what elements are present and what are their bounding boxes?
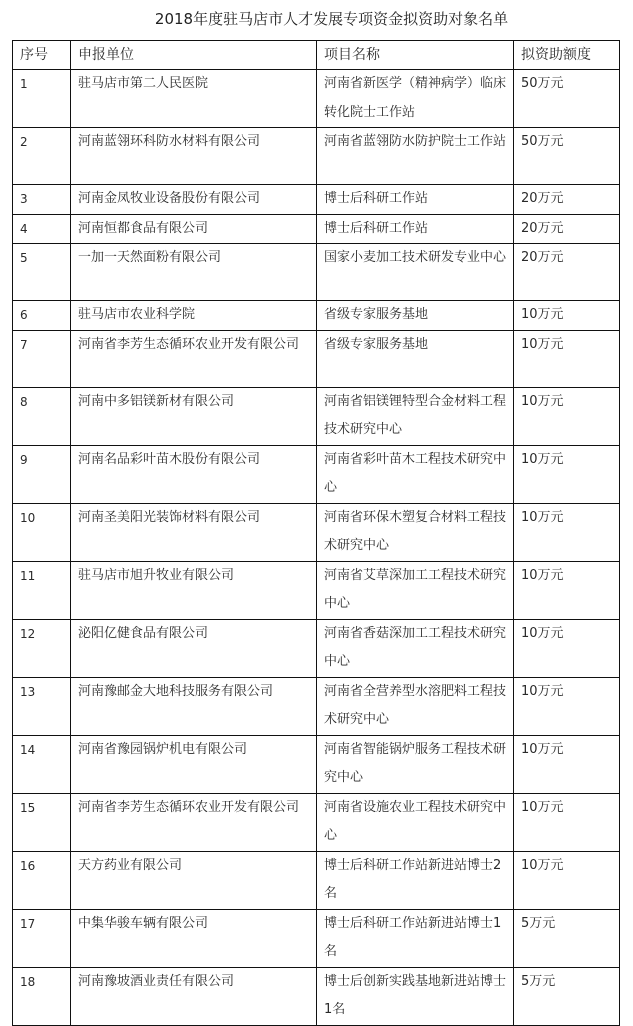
cell-no: 9 [13,445,71,503]
cell-project: 博士后创新实践基地新进站博士1名 [317,967,514,1025]
table-row [13,330,620,387]
cell-unit: 河南恒都食品有限公司 [71,214,317,244]
table-row [13,561,620,619]
funding-table [12,40,620,1026]
header-project: 项目名称 [317,41,514,70]
table-row [13,793,620,851]
header-unit: 申报单位 [71,41,317,70]
cell-amount: 10万元 [514,561,620,619]
cell-amount: 10万元 [514,503,620,561]
cell-no: 10 [13,503,71,561]
cell-project: 河南省蓝翎防水防护院士工作站 [317,128,514,185]
cell-amount: 10万元 [514,301,620,331]
cell-amount: 10万元 [514,445,620,503]
cell-unit: 河南省李芳生态循环农业开发有限公司 [71,793,317,851]
table-row [13,967,620,1025]
header-no: 序号 [13,41,71,70]
table-row [13,445,620,503]
cell-project: 省级专家服务基地 [317,301,514,331]
cell-amount: 20万元 [514,214,620,244]
cell-no: 15 [13,793,71,851]
cell-project: 河南省香菇深加工工程技术研究中心 [317,619,514,677]
cell-unit: 河南省李芳生态循环农业开发有限公司 [71,330,317,387]
cell-project: 河南省全营养型水溶肥料工程技术研究中心 [317,677,514,735]
cell-amount: 10万元 [514,330,620,387]
cell-no: 16 [13,851,71,909]
cell-unit: 中集华骏车辆有限公司 [71,909,317,967]
cell-project: 河南省智能锅炉服务工程技术研究中心 [317,735,514,793]
header-amount: 拟资助额度 [514,41,620,70]
cell-unit: 河南蓝翎环科防水材料有限公司 [71,128,317,185]
cell-unit: 河南省豫园锅炉机电有限公司 [71,735,317,793]
cell-project: 河南省设施农业工程技术研究中心 [317,793,514,851]
table-row [13,503,620,561]
cell-project: 河南省艾草深加工工程技术研究中心 [317,561,514,619]
cell-no: 11 [13,561,71,619]
cell-amount: 5万元 [514,967,620,1025]
table-row [13,214,620,244]
cell-no: 12 [13,619,71,677]
cell-no: 5 [13,244,71,301]
cell-no: 17 [13,909,71,967]
cell-project: 博士后科研工作站 [317,214,514,244]
cell-project: 博士后科研工作站新进站博士1名 [317,909,514,967]
cell-project: 河南省新医学（精神病学）临床转化院士工作站 [317,70,514,128]
cell-unit: 泌阳亿健食品有限公司 [71,619,317,677]
cell-amount: 50万元 [514,70,620,128]
table-row [13,735,620,793]
cell-unit: 河南豫坡酒业责任有限公司 [71,967,317,1025]
cell-project: 博士后科研工作站新进站博士2名 [317,851,514,909]
table-row [13,301,620,331]
cell-no: 3 [13,185,71,215]
cell-no: 1 [13,70,71,128]
cell-project: 河南省环保木塑复合材料工程技术研究中心 [317,503,514,561]
cell-amount: 10万元 [514,793,620,851]
cell-unit: 河南圣美阳光装饰材料有限公司 [71,503,317,561]
cell-no: 14 [13,735,71,793]
cell-project: 省级专家服务基地 [317,330,514,387]
cell-amount: 10万元 [514,735,620,793]
table-row [13,619,620,677]
document-title: 2018年度驻马店市人才发展专项资金拟资助对象名单 [154,10,509,28]
cell-amount: 10万元 [514,677,620,735]
table-row [13,909,620,967]
cell-amount: 20万元 [514,185,620,215]
cell-unit: 河南中多铝镁新材有限公司 [71,387,317,445]
cell-project: 博士后科研工作站 [317,185,514,215]
cell-unit: 河南金凤牧业设备股份有限公司 [71,185,317,215]
cell-unit: 驻马店市第二人民医院 [71,70,317,128]
cell-amount: 10万元 [514,619,620,677]
table-row [13,70,620,128]
cell-amount: 20万元 [514,244,620,301]
table-row [13,677,620,735]
cell-unit: 驻马店市农业科学院 [71,301,317,331]
cell-no: 13 [13,677,71,735]
table-row [13,851,620,909]
table-row [13,387,620,445]
cell-amount: 10万元 [514,387,620,445]
cell-amount: 10万元 [514,851,620,909]
cell-no: 18 [13,967,71,1025]
cell-no: 4 [13,214,71,244]
cell-no: 6 [13,301,71,331]
cell-no: 7 [13,330,71,387]
table-row [13,128,620,185]
cell-amount: 50万元 [514,128,620,185]
cell-unit: 一加一天然面粉有限公司 [71,244,317,301]
cell-amount: 5万元 [514,909,620,967]
cell-no: 8 [13,387,71,445]
table-row [13,244,620,301]
table-row [13,185,620,215]
cell-project: 河南省彩叶苗木工程技术研究中心 [317,445,514,503]
cell-no: 2 [13,128,71,185]
cell-project: 河南省铝镁锂特型合金材料工程技术研究中心 [317,387,514,445]
cell-unit: 河南名品彩叶苗木股份有限公司 [71,445,317,503]
cell-unit: 河南豫邮金大地科技服务有限公司 [71,677,317,735]
cell-unit: 天方药业有限公司 [71,851,317,909]
cell-unit: 驻马店市旭升牧业有限公司 [71,561,317,619]
table-header-row [13,41,620,70]
cell-project: 国家小麦加工技术研发专业中心 [317,244,514,301]
